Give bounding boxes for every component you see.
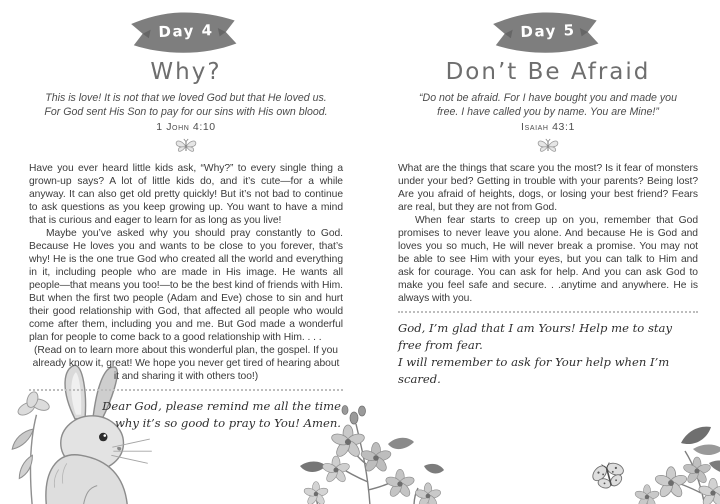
scripture-reference: 1 John 4:10 [156, 121, 216, 133]
prayer-text [398, 320, 698, 388]
page-day-5 [360, 0, 720, 504]
scripture-line: free. I have called you by name. You are Mine!” [437, 105, 659, 118]
prayer-line: I will remember to ask for Your help when I’m scared. [398, 354, 670, 386]
scripture-line: “Do not be afraid. For I have bought you and made you [419, 92, 677, 104]
prayer-line: why it’s so good to pray to You! Amen. [115, 415, 341, 430]
dotted-divider [398, 311, 698, 313]
scripture-line: This is love! It is not that we loved God but that He loved us. [45, 92, 327, 104]
paragraph: When fear starts to creep up on you, remember that God promises to never leave you alone. And because He is God and loves you so much, He will never break a promise. You may not be able to see Him with your eyes, but you can talk to Him and ask for courage. You can ask for help. And you can ask God to make you feel safe and secure. . .anytime and anywhere. He is always with you. [398, 214, 698, 304]
paragraph: Have you ever heard little kids ask, “Why?” to every single thing a grown-up says? A lot of little kids do, and it’s cute—for a while anyway. It can also get old pretty quickly! But it’s not bad to continue to ask questions as you keep growing up. You want to have a mind that is curious and eager to learn for as long as you live! [29, 162, 343, 226]
prayer-text [29, 398, 343, 432]
paragraph: (Read on to learn more about this wonderful plan, the gospel. If you already know it, great! We hope you never get tired of hearing about it and sharing it with others too!) [32, 344, 340, 382]
dotted-divider [29, 389, 343, 391]
day-banner [482, 9, 614, 55]
scripture-quote [398, 92, 698, 135]
butterfly-icon [398, 138, 698, 155]
paragraph: What are the things that scare you the most? Is it fear of monsters under your bed? Getting in trouble with your parents? Being lost? Are you afraid of heights, dogs, or losing your best friend? Fears are real, but they are not from God. [398, 162, 698, 213]
scripture-reference: Isaiah 43:1 [521, 121, 575, 133]
paragraph: Maybe you’ve asked why you should pray constantly to God. Because He loves you and wants to be close to you forever, that’s why! He is the one true God who created all the world and everything in it, including people who are made in His image. He wants all people—that means you too!—to be the best kind of friends with Him. But when the first two people (Adam and Eve) chose to sin and hurt their good relationship with God, that affected all people who would come after them, including you and me. But God made a wonderful plan for people to come back to a good relationship with Him. . . . [29, 227, 343, 343]
day-label: Day 5 [520, 20, 576, 41]
page-title: Why? [150, 59, 222, 85]
day-banner [120, 9, 252, 55]
devotional-text [398, 162, 698, 305]
prayer-line: Dear God, please remind me all the time [102, 398, 341, 413]
devotional-text [29, 162, 343, 383]
prayer-line: God, I’m glad that I am Yours! Help me to stay free from fear. [398, 320, 673, 352]
page-title: Don’t Be Afraid [445, 59, 651, 85]
scripture-line: For God sent His Son to pay for our sins with His own blood. [44, 105, 328, 118]
scripture-quote [29, 92, 343, 135]
day-label: Day 4 [158, 20, 214, 41]
butterfly-icon [29, 138, 343, 155]
